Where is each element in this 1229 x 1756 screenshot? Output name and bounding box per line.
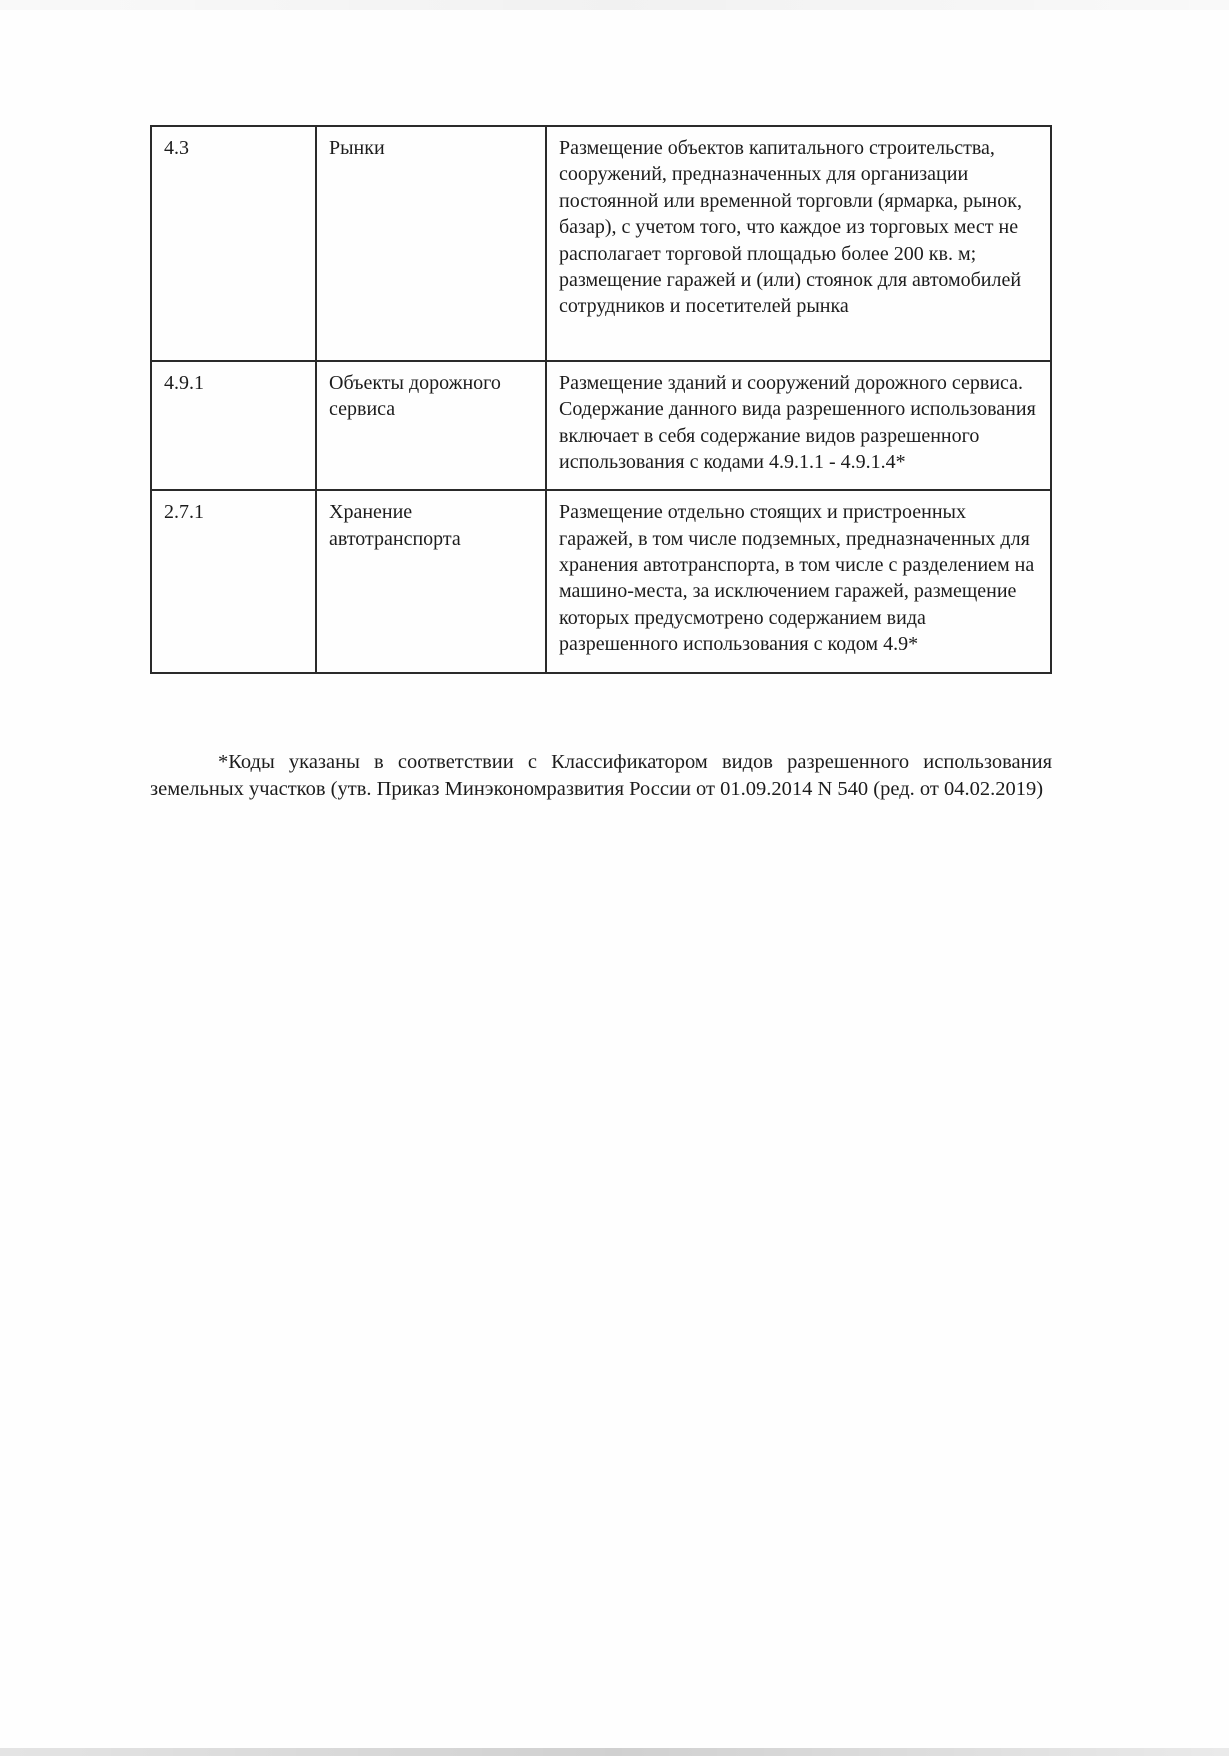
footnote-text: *Коды указаны в соответствии с Классификатором видов разрешенного использования земельных участков (утв. Приказ Минэкономразвития России от 01.09.2014 N 540 (ред. от 04.02.2019) xyxy=(150,750,1052,801)
cell-description: Размещение зданий и сооружений дорожного сервиса. Содержание данного вида разрешенного использования включает в себя содержание видов разрешенного использования с кодами 4.9.1.1 - 4.9.1.4* xyxy=(546,361,1051,491)
land-use-table xyxy=(150,125,1052,674)
table-row xyxy=(151,490,1051,672)
cell-code: 2.7.1 xyxy=(151,490,316,672)
scan-artifact-top xyxy=(0,0,1229,10)
cell-name: Рынки xyxy=(316,126,546,361)
cell-description: Размещение отдельно стоящих и пристроенных гаражей, в том числе подземных, предназначенных для хранения автотранспорта, в том числе с разделением на машино-места, за исключением гаражей, размещение которых предусмотрено содержанием вида разрешенного использования с кодом 4.9* xyxy=(546,490,1051,672)
cell-name: Объекты дорожного сервиса xyxy=(316,361,546,491)
cell-code: 4.9.1 xyxy=(151,361,316,491)
cell-name: Хранение автотранспорта xyxy=(316,490,546,672)
table-row xyxy=(151,361,1051,491)
cell-description: Размещение объектов капитального строительства, сооружений, предназначенных для организации постоянной или временной торговли (ярмарка, рынок, базар), с учетом того, что каждое из торговых мест не располагает торговой площадью более 200 кв. м; размещение гаражей и (или) стоянок для автомобилей сотрудников и посетителей рынка xyxy=(546,126,1051,361)
cell-code: 4.3 xyxy=(151,126,316,361)
scan-artifact-bottom xyxy=(0,1748,1229,1756)
table-row xyxy=(151,126,1051,361)
